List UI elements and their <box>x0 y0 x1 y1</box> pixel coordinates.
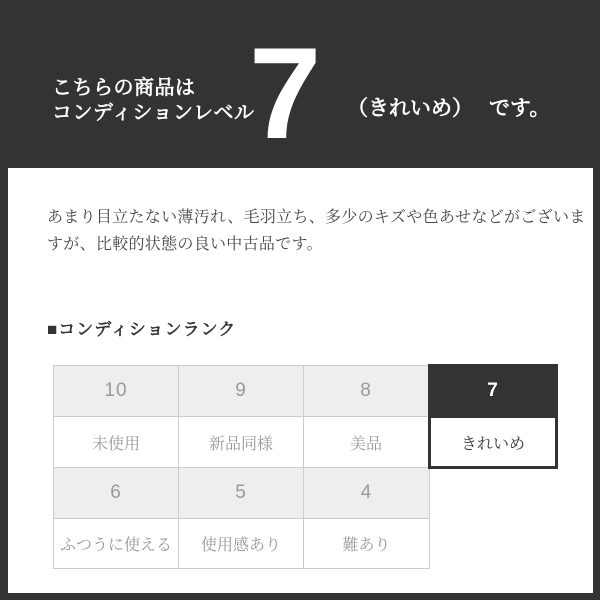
rank-label-6: ふつうに使える <box>54 518 179 568</box>
intro-line-1: こちらの商品は <box>52 77 196 99</box>
rank-number-row-bottom <box>54 468 557 519</box>
rank-cell-6: 6 <box>54 468 179 519</box>
rank-cell-8: 8 <box>304 366 430 417</box>
empty-cell <box>430 518 557 568</box>
rank-label-row-bottom <box>54 518 557 568</box>
condition-suffix-text: です。 <box>489 97 551 120</box>
rank-cell-4: 4 <box>304 468 430 519</box>
rank-cell-7-highlighted: 7 <box>430 366 557 417</box>
condition-level-number: 7 <box>249 20 322 166</box>
rank-label-10: 未使用 <box>54 417 179 468</box>
empty-cell <box>430 468 557 519</box>
rank-label-5: 使用感あり <box>179 518 304 568</box>
rank-cell-10: 10 <box>54 366 179 417</box>
condition-description: あまり目立たない薄汚れ、毛羽立ち、多少のキズや色あせなどがございますが、比較的状態の良い中古品です。 <box>47 209 586 253</box>
intro-line-2: コンディションレベル <box>52 102 255 124</box>
rank-cell-9: 9 <box>179 366 304 417</box>
condition-level-label: （きれいめ） <box>347 97 473 120</box>
condition-panel <box>8 168 593 593</box>
rank-label-7-highlighted: きれいめ <box>430 417 557 468</box>
rank-label-4: 難あり <box>304 518 430 568</box>
rank-label-8: 美品 <box>304 417 430 468</box>
header <box>0 0 600 168</box>
condition-rank-table <box>53 364 558 569</box>
intro-text <box>52 76 255 126</box>
rank-cell-5: 5 <box>179 468 304 519</box>
rank-number-row-top <box>54 366 557 417</box>
section-title: ■コンディションランク <box>47 320 237 339</box>
rank-label-9: 新品同様 <box>179 417 304 468</box>
rank-label-row-top <box>54 417 557 468</box>
